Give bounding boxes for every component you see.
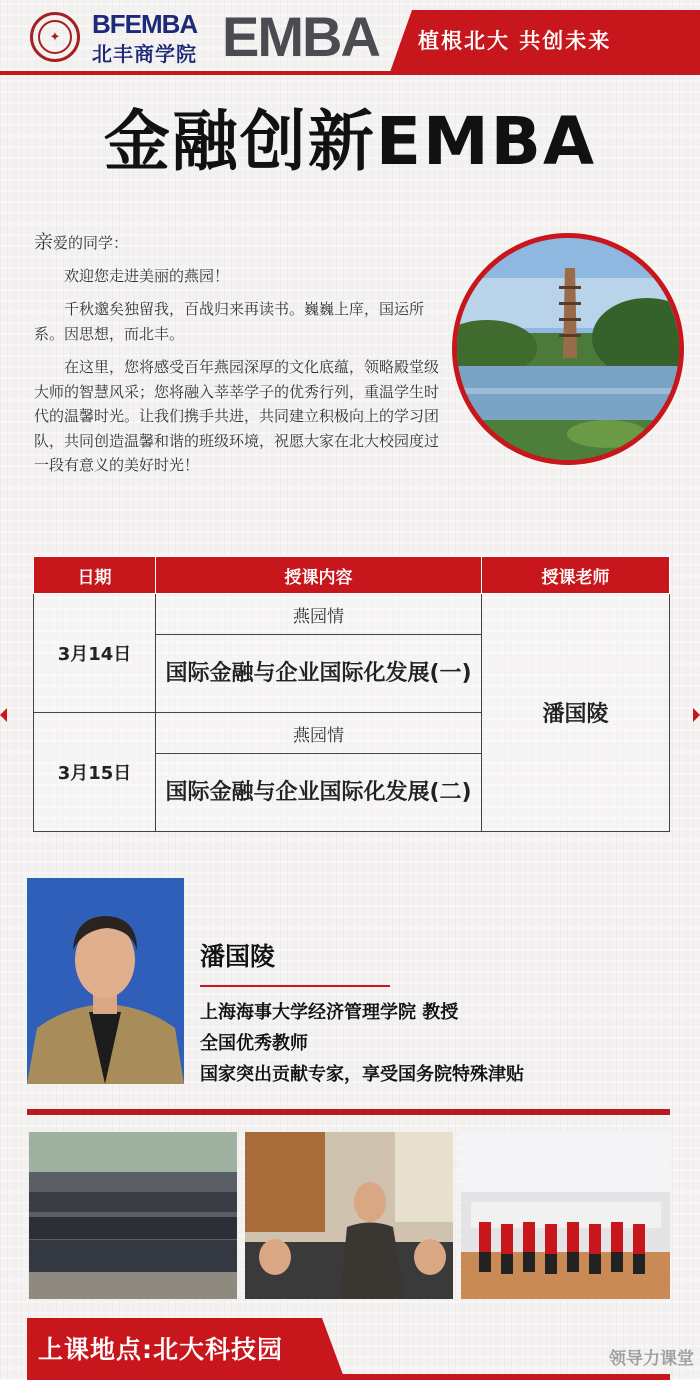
teacher-title-line: 国家突出贡献专家，享受国务院特殊津贴 <box>200 1064 524 1085</box>
schedule-table <box>33 556 670 832</box>
teacher-titles <box>200 997 524 1090</box>
brand-english-logo: BFEMBA <box>92 9 198 39</box>
letter-paragraph: 千秋邈矣独留我，百战归来再读书。巍巍上庠，国运所系。因思想，而北丰。 <box>34 300 425 343</box>
letter-paragraph: 欢迎您走进美丽的燕园！ <box>64 266 230 285</box>
desert-team-photo <box>461 1132 670 1299</box>
table-header-row <box>34 557 670 594</box>
teacher-cell: 潘国陵 <box>482 594 670 832</box>
group-photo <box>29 1132 237 1299</box>
class-location: 上课地点:北大科技园 <box>38 1335 283 1364</box>
page-title: 金融创新EMBA <box>103 103 597 180</box>
session-subtitle: 燕园情 <box>156 713 482 754</box>
column-header-content: 授课内容 <box>156 557 482 594</box>
letter-greeting <box>34 230 444 256</box>
emba-wordmark: EMBA <box>222 5 379 68</box>
column-header-date: 日期 <box>34 557 156 594</box>
watermark-text: 领导力课堂 <box>609 1349 694 1369</box>
lecture-photo <box>245 1132 453 1299</box>
session-date: 3月14日 <box>34 594 156 713</box>
course-title: 国际金融与企业国际化发展(一) <box>156 635 482 713</box>
teacher-portrait <box>27 878 184 1084</box>
column-header-teacher: 授课老师 <box>482 557 670 594</box>
header-divider <box>0 71 700 75</box>
table-row <box>34 594 670 635</box>
teacher-name: 潘国陵 <box>200 942 276 971</box>
course-title: 国际金融与企业国际化发展(二) <box>156 754 482 832</box>
greeting-rest: 爱的同学： <box>53 234 129 252</box>
teacher-title-line: 上海海事大学经济管理学院 教授 <box>200 1002 459 1023</box>
campus-pagoda-photo <box>452 233 684 465</box>
slogan-text: 植根北大 共创未来 <box>418 29 612 53</box>
left-arrow-icon <box>0 708 7 722</box>
right-arrow-icon <box>693 708 700 722</box>
letter-paragraph: 在这里，您将感受百年燕园深厚的文化底蕴，领略殿堂级大师的智慧风采；您将融入莘莘学子的优秀行列，重温学生时代的温馨时光。让我们携手共进，共同建立积极向上的学习团队，共同创造温馨和谐的班级环境，祝愿大家在北大校园度过一段有意义的美好时光！ <box>34 358 440 474</box>
welcome-letter <box>34 230 444 487</box>
greeting-first-char: 亲 <box>34 231 54 253</box>
teacher-title-line: 全国优秀教师 <box>200 1033 308 1054</box>
school-seal-logo: ✦ <box>30 12 80 62</box>
name-underline <box>200 985 390 987</box>
gallery-divider <box>27 1109 670 1115</box>
session-subtitle: 燕园情 <box>156 594 482 635</box>
session-date: 3月15日 <box>34 713 156 832</box>
header-banner <box>0 0 700 76</box>
brand-chinese-name: 北丰商学院 <box>92 42 197 66</box>
